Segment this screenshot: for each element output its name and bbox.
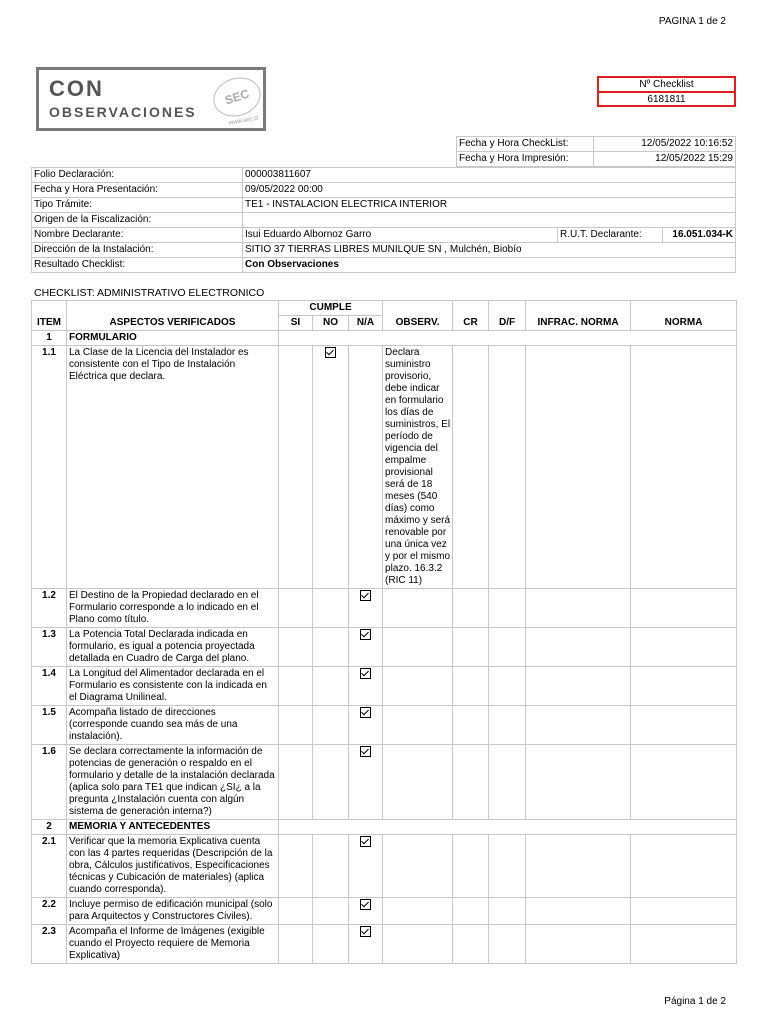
norma-cell <box>631 898 737 925</box>
cumple-na-cell <box>349 706 383 745</box>
df-cell <box>489 898 526 925</box>
norma-cell <box>631 925 737 964</box>
cumple-si-cell <box>279 346 313 589</box>
item-description: El Destino de la Propiedad declarado en el Formulario corresponde a lo indicado en el Plano como título. <box>67 589 279 628</box>
table-row <box>32 628 737 667</box>
item-description: Acompaña el Informe de Imágenes (exigible cuando el Proyecto requiere de Memoria Explicativa) <box>67 925 279 964</box>
cumple-no-cell <box>313 706 349 745</box>
cumple-na-cell <box>349 589 383 628</box>
norma-cell <box>631 706 737 745</box>
checklist-number-label: Nº Checklist <box>599 78 734 93</box>
item-number: 1.3 <box>32 628 67 667</box>
table-row <box>32 168 736 183</box>
header-na: N/A <box>349 316 383 331</box>
cumple-na-cell <box>349 925 383 964</box>
info-value: Isui Eduardo Albornoz Garro <box>243 228 558 243</box>
cumple-no-cell <box>313 628 349 667</box>
cumple-no-cell <box>313 667 349 706</box>
cumple-si-cell <box>279 835 313 898</box>
blank-header <box>489 301 526 316</box>
section-number: 1 <box>32 331 67 346</box>
info-value: 000003811607 <box>243 168 736 183</box>
section-filler <box>279 820 737 835</box>
section-title: FORMULARIO <box>67 331 279 346</box>
checkmark-icon <box>360 590 371 601</box>
cumple-na-cell <box>349 667 383 706</box>
observation-cell <box>383 898 453 925</box>
checklist-number-box <box>597 76 736 107</box>
item-description: Incluye permiso de edificación municipal (solo para Arquitectos y Constructores Civiles). <box>67 898 279 925</box>
observation-cell <box>383 835 453 898</box>
item-description: Se declara correctamente la información de potencias de generación o respaldo en el formulario y detalle de la instalación declarada (aplica solo para TE1 que indican ¿SI¿ a la pregunta ¿Instalación cuenta con algún sistema de generación interna?) <box>67 745 279 820</box>
df-cell <box>489 706 526 745</box>
blank-header <box>383 301 453 316</box>
table-row <box>32 258 736 273</box>
item-number: 2.3 <box>32 925 67 964</box>
date-label: Fecha y Hora CheckList: <box>457 137 594 152</box>
date-label: Fecha y Hora Impresión: <box>457 152 594 167</box>
stamp-line2: OBSERVACIONES <box>49 104 197 120</box>
cr-cell <box>453 835 489 898</box>
df-cell <box>489 589 526 628</box>
checkmark-icon <box>360 746 371 757</box>
header-df: D/F <box>489 316 526 331</box>
header-no: NO <box>313 316 349 331</box>
checkmark-icon <box>325 347 336 358</box>
cr-cell <box>453 628 489 667</box>
date-value: 12/05/2022 10:16:52 <box>594 137 736 152</box>
norma-cell <box>631 667 737 706</box>
checkmark-icon <box>360 629 371 640</box>
table-row <box>32 835 737 898</box>
rut-value: 16.051.034-K <box>663 228 736 243</box>
table-row <box>32 667 737 706</box>
checkmark-icon <box>360 668 371 679</box>
table-row <box>32 706 737 745</box>
info-value <box>243 213 736 228</box>
date-value: 12/05/2022 15:29 <box>594 152 736 167</box>
table-row <box>32 925 737 964</box>
observation-cell <box>383 925 453 964</box>
declaration-info-table <box>31 167 736 273</box>
item-number: 1.6 <box>32 745 67 820</box>
item-description: Verificar que la memoria Explicativa cuenta con las 4 partes requeridas (Descripción de la obra, Cálculos justificativos, Especificaciones técnicas y Cubicación de materiales) (aplica cuando corresponda). <box>67 835 279 898</box>
cr-cell <box>453 667 489 706</box>
item-description: Acompaña listado de direcciones (corresponde cuando sea más de una instalación). <box>67 706 279 745</box>
blank-header <box>631 301 737 316</box>
table-row <box>32 346 737 589</box>
infrac-cell <box>526 589 631 628</box>
infrac-cell <box>526 925 631 964</box>
norma-cell <box>631 745 737 820</box>
blank-header <box>67 301 279 316</box>
info-label: Resultado Checklist: <box>32 258 243 273</box>
section-number: 2 <box>32 820 67 835</box>
header-cr: CR <box>453 316 489 331</box>
cumple-na-cell <box>349 898 383 925</box>
infrac-cell <box>526 346 631 589</box>
df-cell <box>489 835 526 898</box>
checkmark-icon <box>360 899 371 910</box>
info-value: SITIO 37 TIERRAS LIBRES MUNILQUE SN , Mulchén, Biobío <box>243 243 736 258</box>
item-description: La Longitud del Alimentador declarada en el Formulario es consistente con la indicada en el Diagrama Unilineal. <box>67 667 279 706</box>
checklist-number-value: 6181811 <box>647 94 686 105</box>
header-si: SI <box>279 316 313 331</box>
table-row <box>457 137 736 152</box>
cumple-si-cell <box>279 589 313 628</box>
observation-cell <box>383 589 453 628</box>
stamp-url: www.sec.cl <box>228 115 259 127</box>
checklist-title: CHECKLIST: ADMINISTRATIVO ELECTRONICO <box>34 287 265 299</box>
header-infrac: INFRAC. NORMA <box>526 316 631 331</box>
info-label: Tipo Trámite: <box>32 198 243 213</box>
infrac-cell <box>526 628 631 667</box>
cr-cell <box>453 589 489 628</box>
blank-header <box>453 301 489 316</box>
info-value: 09/05/2022 00:00 <box>243 183 736 198</box>
table-row <box>32 198 736 213</box>
section-row <box>32 820 737 835</box>
cumple-si-cell <box>279 628 313 667</box>
section-title: MEMORIA Y ANTECEDENTES <box>67 820 279 835</box>
infrac-cell <box>526 667 631 706</box>
cumple-na-cell <box>349 745 383 820</box>
page-footer: Página 1 de 2 <box>664 996 726 1007</box>
df-cell <box>489 628 526 667</box>
info-label: Nombre Declarante: <box>32 228 243 243</box>
cumple-si-cell <box>279 667 313 706</box>
item-number: 1.4 <box>32 667 67 706</box>
stamp-line1: CON <box>49 76 104 101</box>
table-header-row <box>32 316 737 331</box>
cr-cell <box>453 346 489 589</box>
df-cell <box>489 346 526 589</box>
observation-cell <box>383 628 453 667</box>
df-cell <box>489 925 526 964</box>
item-number: 2.2 <box>32 898 67 925</box>
table-row <box>32 213 736 228</box>
checkmark-icon <box>360 707 371 718</box>
info-label: Fecha y Hora Presentación: <box>32 183 243 198</box>
item-description: La Clase de la Licencia del Instalador es consistente con el Tipo de Instalación Eléctrica que declara. <box>67 346 279 589</box>
observation-cell <box>383 667 453 706</box>
observation-cell <box>383 706 453 745</box>
cr-cell <box>453 925 489 964</box>
table-row <box>32 183 736 198</box>
cr-cell <box>453 706 489 745</box>
item-number: 1.2 <box>32 589 67 628</box>
section-row <box>32 331 737 346</box>
infrac-cell <box>526 835 631 898</box>
blank-header <box>32 301 67 316</box>
table-header-row <box>32 301 737 316</box>
norma-cell <box>631 346 737 589</box>
page-header: PAGINA 1 de 2 <box>658 16 726 27</box>
norma-cell <box>631 835 737 898</box>
header-cumple: CUMPLE <box>279 301 383 316</box>
df-cell <box>489 745 526 820</box>
norma-cell <box>631 628 737 667</box>
header-item: ITEM <box>32 316 67 331</box>
checklist-table <box>31 300 737 964</box>
status-stamp <box>36 67 266 131</box>
table-row <box>32 898 737 925</box>
result-value: Con Observaciones <box>243 258 736 273</box>
infrac-cell <box>526 898 631 925</box>
cumple-si-cell <box>279 745 313 820</box>
cumple-no-cell <box>313 589 349 628</box>
info-label: Dirección de la Instalación: <box>32 243 243 258</box>
cumple-na-cell <box>349 835 383 898</box>
cumple-no-cell <box>313 925 349 964</box>
cumple-na-cell <box>349 628 383 667</box>
info-label: R.U.T. Declarante: <box>558 228 663 243</box>
header-norma: NORMA <box>631 316 737 331</box>
section-filler <box>279 331 737 346</box>
table-row <box>32 745 737 820</box>
table-row <box>32 589 737 628</box>
table-row <box>32 228 736 243</box>
cumple-no-cell <box>313 745 349 820</box>
table-row <box>32 243 736 258</box>
info-value: TE1 - INSTALACION ELECTRICA INTERIOR <box>243 198 736 213</box>
cumple-no-cell <box>313 835 349 898</box>
item-number: 2.1 <box>32 835 67 898</box>
norma-cell <box>631 589 737 628</box>
header-observ: OBSERV. <box>383 316 453 331</box>
cumple-si-cell <box>279 706 313 745</box>
cumple-si-cell <box>279 925 313 964</box>
cumple-na-cell <box>349 346 383 589</box>
checkmark-icon <box>360 836 371 847</box>
cumple-si-cell <box>279 898 313 925</box>
cumple-no-cell <box>313 346 349 589</box>
df-cell <box>489 667 526 706</box>
item-number: 1.5 <box>32 706 67 745</box>
checkmark-icon <box>360 926 371 937</box>
item-number: 1.1 <box>32 346 67 589</box>
observation-cell <box>383 745 453 820</box>
table-row <box>457 152 736 167</box>
info-label: Folio Declaración: <box>32 168 243 183</box>
dates-table <box>456 136 736 167</box>
cumple-no-cell <box>313 898 349 925</box>
item-description: La Potencia Total Declarada indicada en formulario, es igual a potencia proyectada detallada en Cuadro de Carga del plano. <box>67 628 279 667</box>
infrac-cell <box>526 745 631 820</box>
sec-logo-text: SEC <box>223 86 251 108</box>
infrac-cell <box>526 706 631 745</box>
cr-cell <box>453 745 489 820</box>
info-label: Origen de la Fiscalización: <box>32 213 243 228</box>
header-aspectos: ASPECTOS VERIFICADOS <box>67 316 279 331</box>
cr-cell <box>453 898 489 925</box>
observation-cell: Declara suministro provisorio, debe indicar en formulario los días de suministros, El período de vigencia del empalme provisional será de 18 meses (540 días) como máximo y será renovable por una única vez y por el mismo plazo. 16.3.2 (RIC 11) <box>383 346 453 589</box>
blank-header <box>526 301 631 316</box>
